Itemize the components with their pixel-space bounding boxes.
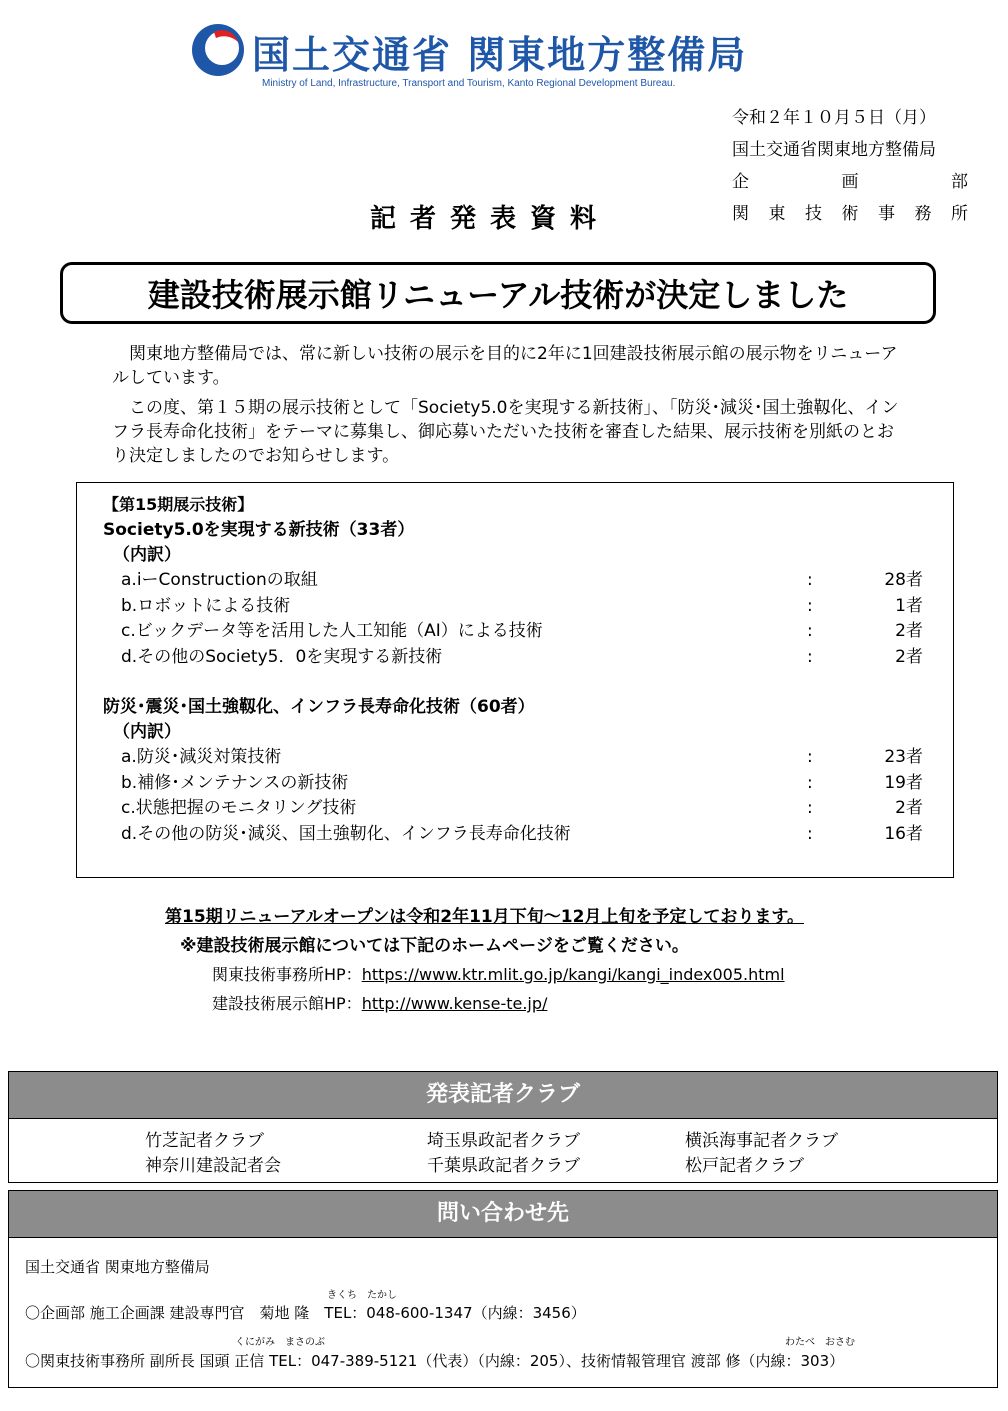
office-homepage-link[interactable]: https://www.ktr.mlit.go.jp/kangi/kangi_index005.html [361,965,785,984]
logo-title: 国土交通省 関東地方整備局 [252,33,748,77]
ministry-emblem-icon [190,22,246,78]
issuer-office: 関 東 技 術 事 務 所 [732,204,968,224]
release-date: 令和２年１０月５日（月） [732,108,936,128]
category-title: Society5.0を実現する新技術（33者） [103,520,415,540]
press-club-heading: 発表記者クラブ [9,1072,997,1119]
contact-line: 〇企画部 施工企画課 建設専門官 菊地 隆 TEL：048-600-1347（内線：3456） [25,1304,586,1322]
title-box [60,262,936,324]
intro-paragraph: 関東地方整備局では、常に新しい技術の展示を目的に2年に1回建設技術展示館の展示物をリニューアルしています。 [112,344,898,388]
exhibition-homepage-link[interactable]: http://www.kense-te.jp/ [361,994,548,1013]
press-release-label: 記者発表資料 [370,204,611,234]
contact-org: 国土交通省 関東地方整備局 [25,1258,210,1276]
contact-heading: 問い合わせ先 [9,1191,997,1238]
issuer-block [732,102,982,230]
ministry-logo [190,22,810,102]
contact-ruby: わたべ おさむ [785,1337,855,1348]
press-club-name: 神奈川建設記者会 [145,1156,281,1176]
exhibition-homepage: 建設技術展示館HP：http://www.kense-te.jp/ [212,994,548,1013]
tech-heading: 【第15期展示技術】 [103,495,254,514]
office-homepage: 関東技術事務所HP：https://www.ktr.mlit.go.jp/kangi/kangi_index005.html [212,965,785,984]
tech-summary-box [76,482,954,878]
contact-ruby: きくち たかし [327,1290,397,1301]
contact-section [8,1190,998,1388]
breakdown-label: （内訳） [113,722,181,742]
homepage-notice: ※建設技術展示館については下記のホームページをご覧ください。 [180,936,689,956]
category-title: 防災･震災･国土強靱化、インフラ長寿命化技術（60者） [103,697,535,717]
issuer-org: 国土交通省関東地方整備局 [732,140,936,160]
list-item: c.ビックデータ等を活用した人工知能（AI）による技術 : 2者 [121,621,923,641]
issuer-dept: 企 画 部 [732,172,968,192]
contact-ruby: くにがみ まさのぶ [235,1337,325,1348]
breakdown-label: （内訳） [113,545,181,565]
list-item: d.その他の防災･減災、国土強靭化、インフラ長寿命化技術 : 16者 [121,823,923,844]
press-club-name: 横浜海事記者クラブ [685,1131,838,1151]
contact-line: 〇関東技術事務所 副所長 国頭 正信 TEL：047-389-5121（代表）（内線：205）、技術情報管理官 渡部 修（内線：303） [25,1352,845,1370]
press-club-name: 松戸記者クラブ [685,1156,804,1176]
list-item: c.状態把握のモニタリング技術 : 2者 [121,798,923,818]
logo-subtitle: Ministry of Land, Infrastructure, Transport and Tourism, Kanto Regional Development Bureau. [262,78,676,89]
press-club-name: 千葉県政記者クラブ [427,1156,580,1176]
press-club-section [8,1071,998,1183]
open-schedule-notice: 第15期リニューアルオープンは令和2年11月下旬～12月上旬を予定しております。 [165,907,805,927]
list-item: b.補修･メンテナンスの新技術 : 19者 [121,772,923,793]
list-item: d.その他のSociety5．0を実現する新技術 : 2者 [121,646,923,667]
page-title: 建設技術展示館リニューアル技術が決定しました [147,276,849,314]
list-item: a.iーConstructionの取組 : 28者 [121,570,923,590]
list-item: a.防災･減災対策技術 : 23者 [121,747,923,767]
intro-paragraph: この度、第１５期の展示技術として「Society5.0を実現する新技術」、「防災･減災･国土強靱化、インフラ長寿命化技術」をテーマに募集し、御応募いただいた技術を審査した結果、展示技術を別紙のとおり決定しましたのでお知らせします。 [112,398,899,466]
list-item: b.ロボットによる技術 : 1者 [121,595,923,616]
intro-text [112,342,902,474]
press-club-name: 埼玉県政記者クラブ [427,1131,580,1151]
press-club-name: 竹芝記者クラブ [145,1131,264,1151]
